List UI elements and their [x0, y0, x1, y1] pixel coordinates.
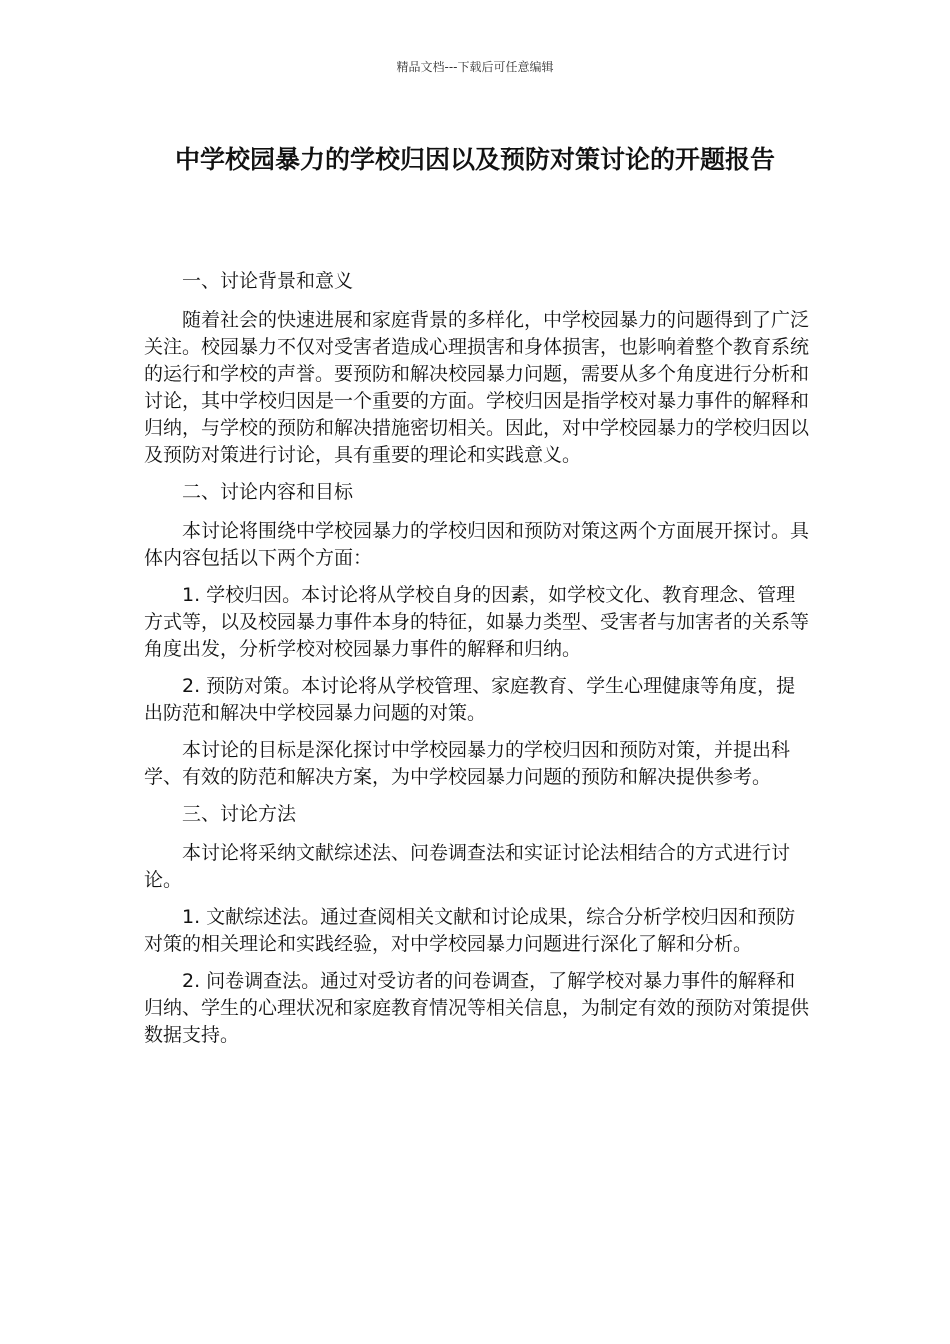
- document-title: 中学校园暴力的学校归因以及预防对策讨论的开题报告: [174, 145, 775, 174]
- section-heading-background: 一、讨论背景和意义: [182, 270, 354, 292]
- paragraph: 随着社会的快速进展和家庭背景的多样化，中学校园暴力的问题得到了广泛关注。校园暴力不仅对受害者造成心理损害和身体损害，也影响着整个教育系统的运行和学校的声誉。要预防和解决校园暴力问题，需要从多个角度进行分析和讨论，其中学校归因是一个重要的方面。学校归因是指学校对暴力事件的解释和归纳，与学校的预防和解决措施密切相关。因此，对中学校园暴力的学校归因以及预防对策进行讨论，具有重要的理论和实践意义。: [144, 309, 810, 466]
- document-body: [144, 268, 810, 1059]
- section-heading-methods: 三、讨论方法: [182, 803, 297, 825]
- section-heading-content-goals: 二、讨论内容和目标: [182, 481, 354, 503]
- list-item-prevention: 2. 预防对策。本讨论将从学校管理、家庭教育、学生心理健康等角度，提出防范和解决中学校园暴力问题的对策。: [144, 675, 796, 724]
- header-note: 精品文档---下载后可任意编辑: [396, 60, 554, 74]
- list-item-school-attribution: 1. 学校归因。本讨论将从学校自身的因素，如学校文化、教育理念、管理方式等，以及校园暴力事件本身的特征，如暴力类型、受害者与加害者的关系等角度出发，分析学校对校园暴力事件的解释和归纳。: [144, 584, 810, 660]
- list-item-literature-review: 1. 文献综述法。通过查阅相关文献和讨论成果，综合分析学校归因和预防对策的相关理论和实践经验，对中学校园暴力问题进行深化了解和分析。: [144, 906, 796, 955]
- paragraph: 本讨论将围绕中学校园暴力的学校归因和预防对策这两个方面展开探讨。具体内容包括以下两个方面：: [144, 520, 810, 569]
- list-item-questionnaire: 2. 问卷调查法。通过对受访者的问卷调查，了解学校对暴力事件的解释和归纳、学生的心理状况和家庭教育情况等相关信息，为制定有效的预防对策提供数据支持。: [144, 970, 810, 1046]
- paragraph: 本讨论的目标是深化探讨中学校园暴力的学校归因和预防对策，并提出科学、有效的防范和解决方案，为中学校园暴力问题的预防和解决提供参考。: [144, 739, 791, 788]
- paragraph: 本讨论将采纳文献综述法、问卷调查法和实证讨论法相结合的方式进行讨论。: [144, 842, 791, 891]
